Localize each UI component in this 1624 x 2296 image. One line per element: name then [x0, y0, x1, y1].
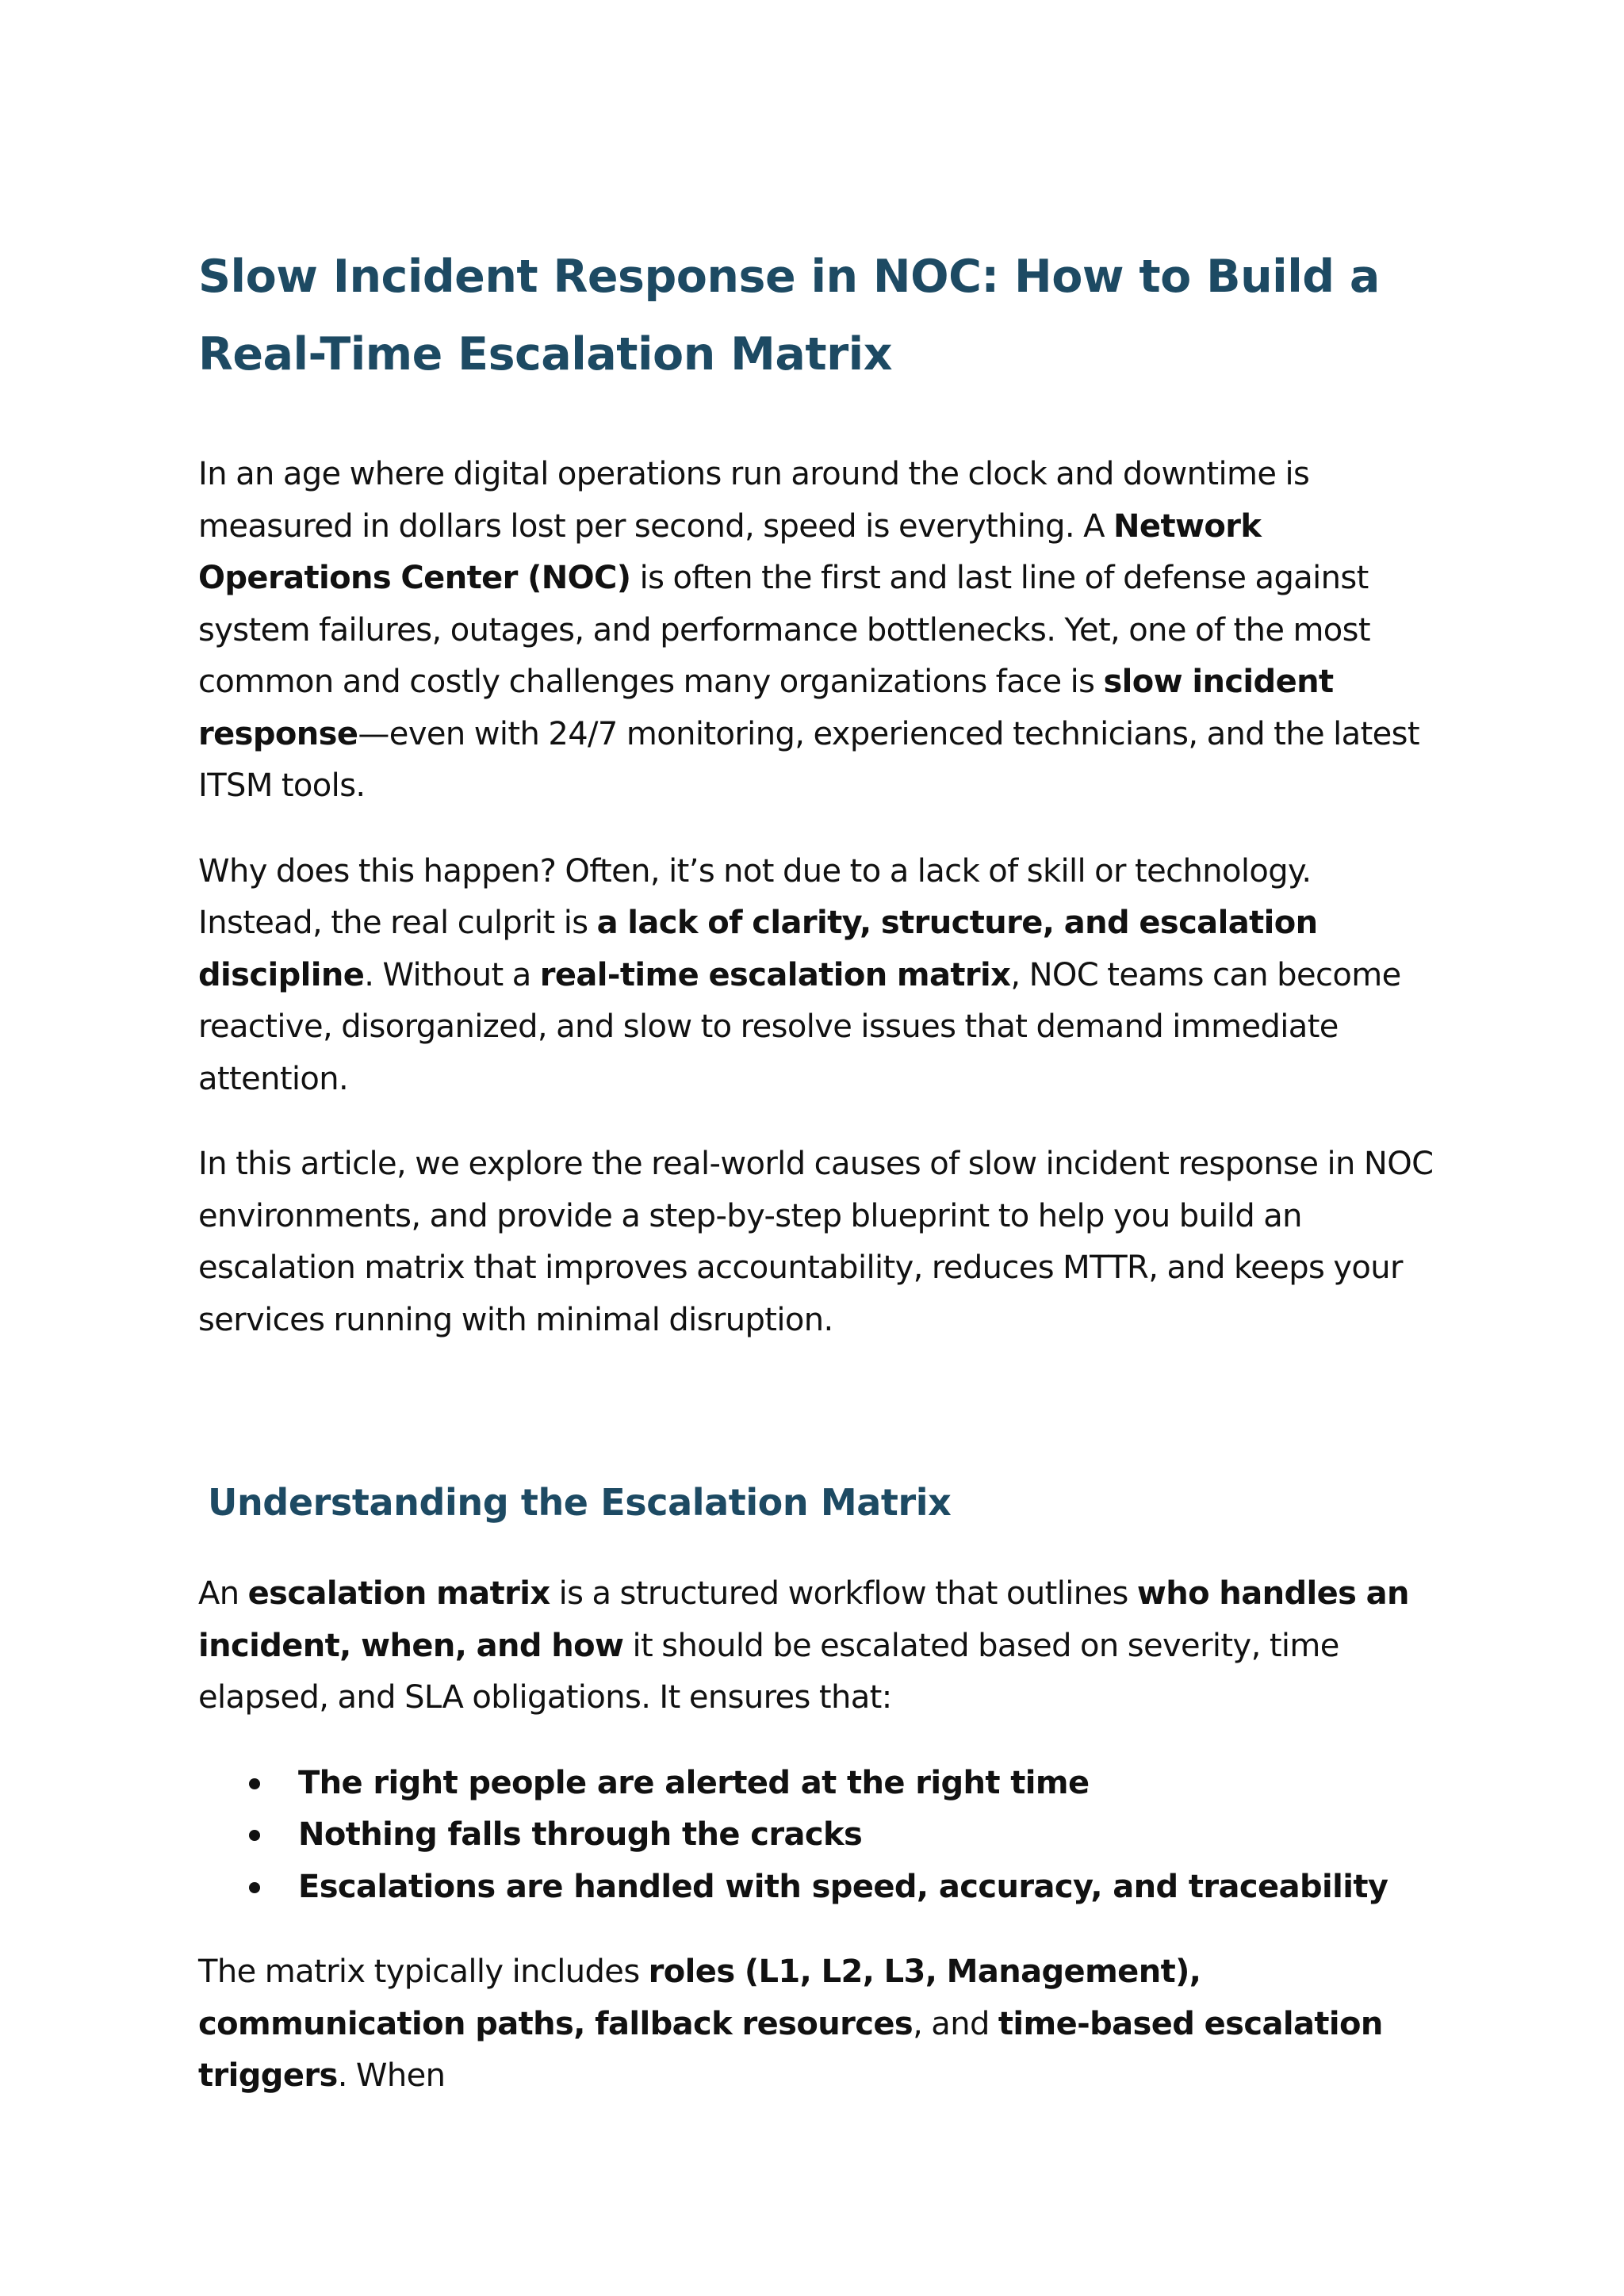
matrix-paragraph: [198, 1946, 1435, 2103]
why-text-3: , NOC teams can become reactive, disorganized, and slow to resolve issues that demand immediate attention.: [198, 956, 1401, 1097]
list-item: [298, 1758, 1435, 1810]
definition-bold-escalation-matrix: escalation matrix: [247, 1575, 550, 1612]
list-item: [298, 1809, 1435, 1862]
section-heading: Understanding the Escalation Matrix: [208, 1481, 952, 1524]
bullet-icon: [249, 1778, 260, 1789]
bullet-icon: [249, 1882, 260, 1893]
intro-bold-noc: Network Operations Center (NOC): [198, 507, 1262, 596]
article-overview-paragraph: In this article, we explore the real-world causes of slow incident response in NOC environments, and provide a step-by-step blueprint to help you build an escalation matrix that improves accountability, reduces MTTR, and keeps your services running with minimal disruption.: [198, 1146, 1434, 1338]
why-bold-matrix: real-time escalation matrix: [539, 956, 1011, 993]
matrix-bold-roles: roles (L1, L2, L3, Management), communication paths, fallback resources: [198, 1954, 1201, 2042]
intro-text-3: —even with 24/7 monitoring, experienced technicians, and the latest ITSM tools.: [198, 715, 1419, 804]
matrix-text-2: , and: [913, 2005, 998, 2042]
intro-text-2: is often the first and last line of defense against system failures, outages, and performance bottlenecks. Yet, one of the most common and costly challenges many organizations face is: [198, 560, 1371, 700]
definition-text-3: it should be escalated based on severity, time elapsed, and SLA obligations. It ensures that:: [198, 1627, 1339, 1716]
list-item-text: The right people are alerted at the right time: [298, 1764, 1090, 1801]
ensures-list: [198, 1758, 1435, 1914]
definition-paragraph: [198, 1568, 1435, 1724]
bullet-icon: [249, 1830, 260, 1841]
matrix-text-3: . When: [337, 2057, 446, 2094]
definition-text-2: is a structured workflow that outlines: [550, 1575, 1137, 1612]
list-item-text: Nothing falls through the cracks: [298, 1816, 863, 1853]
article-title: Slow Incident Response in NOC: How to Build a Real-Time Escalation Matrix: [198, 251, 1380, 381]
definition-bold-who-when-how: who handles an incident, when, and how: [198, 1575, 1409, 1664]
list-item: [298, 1862, 1435, 1914]
intro-paragraph: [198, 449, 1435, 813]
matrix-text-1: The matrix typically includes: [198, 1954, 649, 1990]
why-paragraph: [198, 846, 1435, 1106]
intro-text-1: In an age where digital operations run around the clock and downtime is measured in dollars lost per second, speed is everything. A: [198, 456, 1310, 545]
list-item-text: Escalations are handled with speed, accuracy, and traceability: [298, 1868, 1388, 1905]
document-page: [198, 238, 1435, 2103]
intro-bold-slow-response: slow incident response: [198, 664, 1334, 752]
why-text-1: Why does this happen? Often, it’s not due to a lack of skill or technology. Instead, the real culprit is: [198, 852, 1312, 941]
why-text-2: . Without a: [364, 956, 540, 993]
matrix-bold-triggers: time-based escalation triggers: [198, 2005, 1383, 2094]
definition-text-1: An: [198, 1575, 248, 1612]
why-bold-lack-of-clarity: a lack of clarity, structure, and escalation discipline: [198, 905, 1318, 993]
